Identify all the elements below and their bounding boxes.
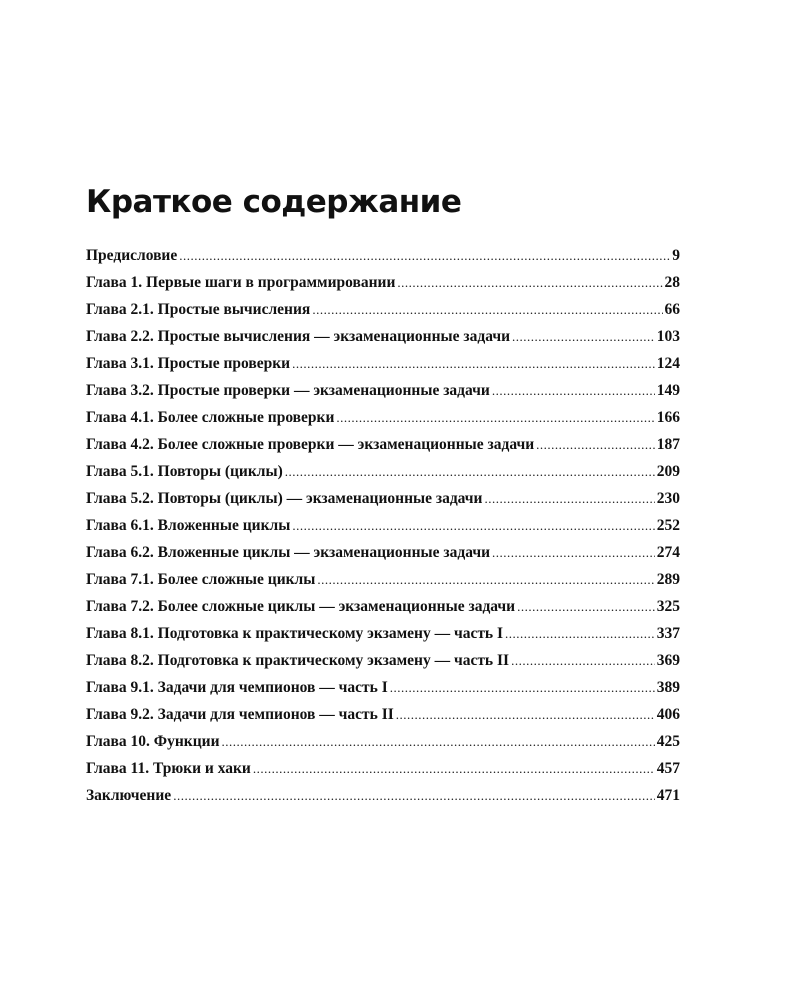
toc-entry-title: Глава 8.1. Подготовка к практическому экзамену — часть I <box>86 625 504 642</box>
toc-entry-page: 252 <box>656 517 680 534</box>
toc-entry <box>86 242 680 269</box>
toc-entry-page: 166 <box>656 409 680 426</box>
toc-entry-title: Глава 2.2. Простые вычисления — экзаменационные задачи <box>86 328 511 345</box>
dot-leader <box>179 242 670 269</box>
dot-leader <box>173 782 655 809</box>
toc-entry <box>86 539 680 566</box>
toc-entry <box>86 269 680 296</box>
toc-entry-title: Предисловие <box>86 247 178 264</box>
dot-leader <box>536 431 655 458</box>
dot-leader <box>517 593 655 620</box>
dot-leader <box>512 323 655 350</box>
dot-leader <box>397 269 662 296</box>
toc-entry <box>86 620 680 647</box>
toc-entry-title: Глава 9.2. Задачи для чемпионов — часть II <box>86 706 394 723</box>
toc-entry <box>86 512 680 539</box>
toc-entry-page: 103 <box>656 328 680 345</box>
toc-entry <box>86 755 680 782</box>
toc-entry-title: Глава 5.1. Повторы (циклы) <box>86 463 283 480</box>
dot-leader <box>511 647 655 674</box>
toc-entry-page: 9 <box>672 247 680 264</box>
toc-entry <box>86 485 680 512</box>
dot-leader <box>285 458 655 485</box>
toc-entry <box>86 566 680 593</box>
dot-leader <box>336 404 654 431</box>
toc-entry-page: 457 <box>656 760 680 777</box>
toc-entry-page: 209 <box>656 463 680 480</box>
toc-entry-page: 28 <box>664 274 680 291</box>
toc-entry <box>86 350 680 377</box>
dot-leader <box>492 377 655 404</box>
page-title: Краткое содержание <box>86 184 462 220</box>
toc-entry-page: 406 <box>656 706 680 723</box>
toc-entry-title: Глава 5.2. Повторы (циклы) — экзаменационные задачи <box>86 490 483 507</box>
toc-entry <box>86 782 680 809</box>
table-of-contents <box>86 242 680 809</box>
toc-entry <box>86 674 680 701</box>
toc-entry-title: Глава 7.1. Более сложные циклы <box>86 571 316 588</box>
toc-entry-page: 187 <box>656 436 680 453</box>
toc-entry-page: 337 <box>656 625 680 642</box>
dot-leader <box>317 566 654 593</box>
toc-entry-title: Глава 6.1. Вложенные циклы <box>86 517 291 534</box>
toc-entry-page: 289 <box>656 571 680 588</box>
toc-entry-page: 66 <box>664 301 680 318</box>
toc-entry-title: Глава 2.1. Простые вычисления <box>86 301 311 318</box>
toc-entry-title: Глава 6.2. Вложенные циклы — экзаменационные задачи <box>86 544 491 561</box>
toc-entry-page: 471 <box>656 787 680 804</box>
toc-entry-page: 425 <box>656 733 680 750</box>
toc-entry <box>86 701 680 728</box>
toc-entry-title: Глава 3.1. Простые проверки <box>86 355 291 372</box>
toc-entry-title: Глава 4.2. Более сложные проверки — экзаменационные задачи <box>86 436 535 453</box>
toc-entry-page: 369 <box>656 652 680 669</box>
dot-leader <box>222 728 655 755</box>
toc-entry-page: 325 <box>656 598 680 615</box>
dot-leader <box>505 620 655 647</box>
toc-entry <box>86 431 680 458</box>
dot-leader <box>484 485 654 512</box>
toc-entry-title: Глава 1. Первые шаги в программировании <box>86 274 396 291</box>
toc-entry-page: 230 <box>656 490 680 507</box>
dot-leader <box>390 674 655 701</box>
dot-leader <box>292 512 654 539</box>
dot-leader <box>292 350 655 377</box>
toc-entry-title: Глава 11. Трюки и хаки <box>86 760 251 777</box>
toc-entry <box>86 728 680 755</box>
toc-entry-page: 389 <box>656 679 680 696</box>
toc-entry-page: 274 <box>656 544 680 561</box>
toc-entry-title: Глава 3.2. Простые проверки — экзаменационные задачи <box>86 382 490 399</box>
dot-leader <box>396 701 655 728</box>
toc-entry <box>86 296 680 323</box>
dot-leader <box>253 755 655 782</box>
toc-entry-title: Глава 8.2. Подготовка к практическому экзамену — часть II <box>86 652 510 669</box>
toc-entry-page: 124 <box>656 355 680 372</box>
toc-entry-title: Глава 9.1. Задачи для чемпионов — часть I <box>86 679 388 696</box>
toc-entry <box>86 593 680 620</box>
dot-leader <box>312 296 662 323</box>
toc-entry-title: Заключение <box>86 787 172 804</box>
toc-entry <box>86 323 680 350</box>
toc-entry <box>86 458 680 485</box>
toc-entry <box>86 647 680 674</box>
toc-entry-page: 149 <box>656 382 680 399</box>
toc-entry <box>86 404 680 431</box>
toc-entry-title: Глава 7.2. Более сложные циклы — экзаменационные задачи <box>86 598 516 615</box>
toc-entry <box>86 377 680 404</box>
toc-entry-title: Глава 10. Функции <box>86 733 220 750</box>
toc-entry-title: Глава 4.1. Более сложные проверки <box>86 409 335 426</box>
dot-leader <box>492 539 655 566</box>
